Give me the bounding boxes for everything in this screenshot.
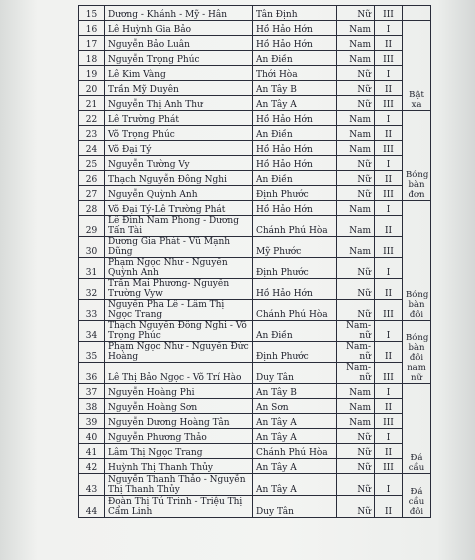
row-number: 16 <box>79 21 105 36</box>
school-name: Mỹ Phước <box>253 237 337 258</box>
table-row <box>79 300 431 321</box>
gender: Nam <box>337 384 375 399</box>
row-number: 17 <box>79 36 105 51</box>
gender: Nữ <box>337 429 375 444</box>
gender: Nữ <box>337 459 375 474</box>
participant-name: Nguyễn Trọng Phúc <box>105 51 253 66</box>
participant-name: Võ Đại Tý-Lê Trường Phát <box>105 201 253 216</box>
grade-level: III <box>375 237 403 258</box>
table-row <box>79 474 431 496</box>
participant-name: Thạch Nguyễn Đông Nghi - Võ Trọng Phúc <box>105 321 253 342</box>
table-row <box>79 96 431 111</box>
row-number: 27 <box>79 186 105 201</box>
table-row <box>79 66 431 81</box>
row-number: 18 <box>79 51 105 66</box>
gender: Nữ <box>337 66 375 81</box>
gender: Nữ <box>337 300 375 321</box>
grade-level: II <box>375 126 403 141</box>
participant-name: Lâm Thị Ngọc Trang <box>105 444 253 459</box>
participant-name: Dương - Khánh - Mỹ - Hân <box>105 6 253 21</box>
grade-level: III <box>375 51 403 66</box>
grade-level: II <box>375 81 403 96</box>
table-row <box>79 36 431 51</box>
table-row <box>79 496 431 518</box>
event-cell <box>403 6 431 21</box>
gender: Nam <box>337 399 375 414</box>
grade-level: I <box>375 384 403 399</box>
school-name: Hồ Hảo Hớn <box>253 21 337 36</box>
grade-level: III <box>375 300 403 321</box>
grade-level: I <box>375 429 403 444</box>
gender: Nam <box>337 36 375 51</box>
event-da-cau-doi: Đá cầu đôi <box>403 474 431 518</box>
registration-table <box>78 5 431 518</box>
school-name: An Tây A <box>253 96 337 111</box>
participant-name: Lê Đình Nam Phong - Dương Tấn Tài <box>105 216 253 237</box>
table-row <box>79 201 431 216</box>
participant-name: Nguyễn Thị Anh Thư <box>105 96 253 111</box>
gender: Nữ <box>337 96 375 111</box>
table-row <box>79 51 431 66</box>
row-number: 25 <box>79 156 105 171</box>
event-bong-ban-doi: Bóng bàn đôi <box>403 201 431 321</box>
event-da-cau: Đá cầu <box>403 384 431 474</box>
gender: Nam-nữ <box>337 363 375 384</box>
gender: Nam <box>337 414 375 429</box>
school-name: Định Phước <box>253 258 337 279</box>
table-row <box>79 216 431 237</box>
school-name: An Tây A <box>253 429 337 444</box>
gender: Nam <box>337 237 375 258</box>
participant-name: Nguyễn Hoàng Sơn <box>105 399 253 414</box>
school-name: Định Phước <box>253 342 337 363</box>
gender: Nữ <box>337 186 375 201</box>
grade-level: I <box>375 21 403 36</box>
row-number: 28 <box>79 201 105 216</box>
grade-level: I <box>375 201 403 216</box>
row-number: 31 <box>79 258 105 279</box>
grade-level: I <box>375 321 403 342</box>
gender: Nữ <box>337 81 375 96</box>
table-row <box>79 237 431 258</box>
school-name: An Tây B <box>253 384 337 399</box>
school-name: An Tây B <box>253 81 337 96</box>
participant-name: Nguyễn Dương Hoàng Tân <box>105 414 253 429</box>
row-number: 43 <box>79 474 105 496</box>
table-row <box>79 111 431 126</box>
row-number: 26 <box>79 171 105 186</box>
participant-name: Nguyễn Phương Thảo <box>105 429 253 444</box>
school-name: An Điền <box>253 321 337 342</box>
gender: Nữ <box>337 6 375 21</box>
grade-level: III <box>375 6 403 21</box>
participant-name: Lê Trường Phát <box>105 111 253 126</box>
grade-level: III <box>375 141 403 156</box>
participant-name: Nguyễn Hoàng Phi <box>105 384 253 399</box>
event-bong-ban-don: Bóng bàn đơn <box>403 111 431 201</box>
school-name: An Tây A <box>253 414 337 429</box>
row-number: 30 <box>79 237 105 258</box>
grade-level: III <box>375 363 403 384</box>
table-row <box>79 414 431 429</box>
participant-name: Thạch Nguyễn Đông Nghi <box>105 171 253 186</box>
participant-name: Lê Thị Bảo Ngọc - Võ Trí Hào <box>105 363 253 384</box>
row-number: 29 <box>79 216 105 237</box>
school-name: Chánh Phú Hòa <box>253 216 337 237</box>
row-number: 44 <box>79 496 105 518</box>
grade-level: II <box>375 36 403 51</box>
school-name: An Điền <box>253 171 337 186</box>
school-name: An Điền <box>253 51 337 66</box>
gender: Nam <box>337 201 375 216</box>
school-name: Định Phước <box>253 186 337 201</box>
table-row <box>79 171 431 186</box>
participant-name: Nguyễn Bảo Luân <box>105 36 253 51</box>
row-number: 21 <box>79 96 105 111</box>
school-name: Hồ Hảo Hớn <box>253 156 337 171</box>
grade-level: I <box>375 111 403 126</box>
gender: Nam <box>337 141 375 156</box>
table-row <box>79 81 431 96</box>
school-name: An Điền <box>253 126 337 141</box>
event-bong-ban-doi-nam-nu: Bóng bàn đôi nam nữ <box>403 321 431 384</box>
gender: Nam <box>337 126 375 141</box>
row-number: 40 <box>79 429 105 444</box>
grade-level: II <box>375 279 403 300</box>
grade-level: II <box>375 171 403 186</box>
table-row <box>79 21 431 36</box>
school-name: Chánh Phú Hòa <box>253 300 337 321</box>
row-number: 36 <box>79 363 105 384</box>
gender: Nữ <box>337 258 375 279</box>
grade-level: III <box>375 186 403 201</box>
row-number: 19 <box>79 66 105 81</box>
gender: Nam <box>337 111 375 126</box>
row-number: 34 <box>79 321 105 342</box>
grade-level: II <box>375 216 403 237</box>
grade-level: II <box>375 496 403 518</box>
table-row <box>79 6 431 21</box>
table-row <box>79 279 431 300</box>
grade-level: III <box>375 459 403 474</box>
row-number: 39 <box>79 414 105 429</box>
gender: Nam-nữ <box>337 321 375 342</box>
gender: Nam <box>337 51 375 66</box>
row-number: 42 <box>79 459 105 474</box>
table-row <box>79 444 431 459</box>
table-row <box>79 321 431 342</box>
gender: Nữ <box>337 171 375 186</box>
participant-name: Phạm Ngọc Như - Nguyễn Đức Hoàng <box>105 342 253 363</box>
participant-name: Nguyễn Tường Vy <box>105 156 253 171</box>
gender: Nữ <box>337 496 375 518</box>
grade-level: II <box>375 399 403 414</box>
table-row <box>79 156 431 171</box>
gender: Nữ <box>337 156 375 171</box>
row-number: 20 <box>79 81 105 96</box>
participant-name: Trần Mỹ Duyên <box>105 81 253 96</box>
table-row <box>79 384 431 399</box>
row-number: 38 <box>79 399 105 414</box>
participant-name: Lê Kim Vàng <box>105 66 253 81</box>
gender: Nam <box>337 216 375 237</box>
grade-level: I <box>375 156 403 171</box>
table-row <box>79 186 431 201</box>
row-number: 37 <box>79 384 105 399</box>
participant-name: Phạm Ngọc Như - Nguyễn Quỳnh Anh <box>105 258 253 279</box>
participant-name: Nguyễn Pha Lê - Lâm Thị Ngọc Trang <box>105 300 253 321</box>
grade-level: II <box>375 444 403 459</box>
table-row <box>79 459 431 474</box>
school-name: Duy Tân <box>253 363 337 384</box>
table-row <box>79 429 431 444</box>
school-name: Hồ Hảo Hớn <box>253 111 337 126</box>
row-number: 33 <box>79 300 105 321</box>
school-name: Thới Hòa <box>253 66 337 81</box>
school-name: An Sơn <box>253 399 337 414</box>
table-row <box>79 399 431 414</box>
grade-level: I <box>375 474 403 496</box>
school-name: Hồ Hảo Hớn <box>253 201 337 216</box>
gender: Nữ <box>337 444 375 459</box>
table-row <box>79 126 431 141</box>
school-name: Chánh Phú Hòa <box>253 444 337 459</box>
participant-name: Nguyễn Thanh Thảo - Nguyễn Thị Thanh Thủy <box>105 474 253 496</box>
table-row <box>79 363 431 384</box>
gender: Nam-nữ <box>337 342 375 363</box>
row-number: 15 <box>79 6 105 21</box>
participant-name: Lê Huỳnh Gia Bảo <box>105 21 253 36</box>
gender: Nữ <box>337 279 375 300</box>
gender: Nữ <box>337 474 375 496</box>
school-name: Duy Tân <box>253 496 337 518</box>
table-row <box>79 141 431 156</box>
participant-name: Dương Gia Phát - Vũ Mạnh Dũng <box>105 237 253 258</box>
grade-level: I <box>375 258 403 279</box>
row-number: 24 <box>79 141 105 156</box>
event-bat-xa: Bật xa <box>403 21 431 111</box>
school-name: An Tây A <box>253 474 337 496</box>
grade-level: III <box>375 96 403 111</box>
grade-level: I <box>375 66 403 81</box>
school-name: Hồ Hảo Hớn <box>253 141 337 156</box>
grade-level: II <box>375 342 403 363</box>
gender: Nam <box>337 21 375 36</box>
participant-name: Võ Đại Tý <box>105 141 253 156</box>
row-number: 22 <box>79 111 105 126</box>
row-number: 23 <box>79 126 105 141</box>
school-name: Tân Định <box>253 6 337 21</box>
school-name: Hồ Hảo Hớn <box>253 36 337 51</box>
grade-level: III <box>375 414 403 429</box>
row-number: 35 <box>79 342 105 363</box>
participant-name: Đoàn Thị Tú Trinh - Triệu Thị Cẩm Linh <box>105 496 253 518</box>
participant-name: Trần Mai Phương- Nguyễn Trường Vyw <box>105 279 253 300</box>
row-number: 32 <box>79 279 105 300</box>
row-number: 41 <box>79 444 105 459</box>
participant-name: Võ Trọng Phúc <box>105 126 253 141</box>
participant-name: Nguyễn Quỳnh Anh <box>105 186 253 201</box>
school-name: An Tây A <box>253 459 337 474</box>
table-row <box>79 258 431 279</box>
table-row <box>79 342 431 363</box>
participant-name: Huỳnh Thị Thanh Thủy <box>105 459 253 474</box>
school-name: Hồ Hảo Hớn <box>253 279 337 300</box>
